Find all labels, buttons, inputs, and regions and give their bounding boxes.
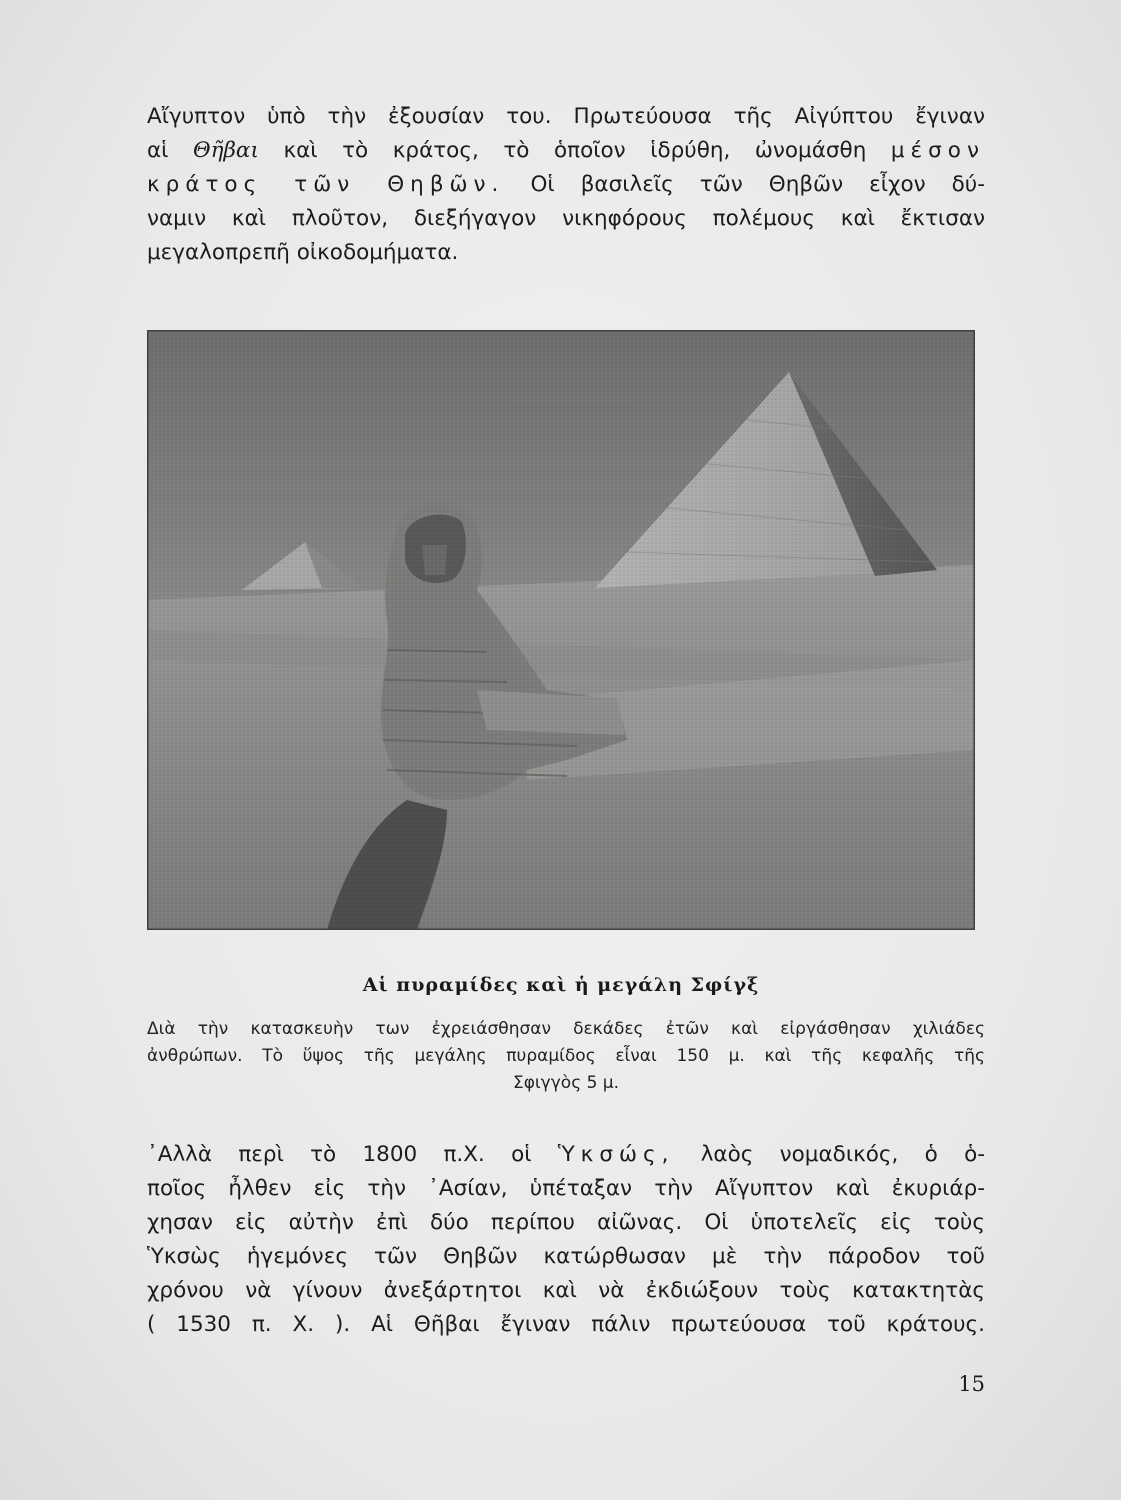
text-fragment: λαὸς νομαδικός, ὁ ὁ- bbox=[700, 1142, 985, 1167]
paragraph-hyksos-line-5: χρόνου νὰ γίνουν ἀνεξάρτητοι καὶ νὰ ἐκδιώξουν τοὺς κατακτητὰς bbox=[147, 1278, 985, 1303]
paragraph-intro-line-5: μεγαλοπρεπῆ οἰκοδομήματα. bbox=[147, 240, 459, 265]
page-number: 15 bbox=[958, 1372, 985, 1396]
paragraph-hyksos-line-3: χησαν εἰς αὐτὴν ἐπὶ δύο περίπου αἰῶνας. Οἱ ὑποτελεῖς εἰς τοὺς bbox=[147, 1210, 985, 1235]
photo-caption-line-3: Σφιγγὸς 5 μ. bbox=[512, 1073, 620, 1093]
photo-caption bbox=[147, 1016, 985, 1097]
spaced-term-hyksos: Ὑκσώς, bbox=[557, 1142, 675, 1167]
spaced-term: μέσον bbox=[890, 138, 985, 163]
spaced-term: κράτος τῶν Θηβῶν. bbox=[147, 172, 505, 197]
paragraph-hyksos bbox=[147, 1138, 985, 1342]
paragraph-intro bbox=[147, 100, 985, 270]
paragraph-hyksos-line-6: ( 1530 π. Χ. ). Αἱ Θῆβαι ἔγιναν πάλιν πρωτεύουσα τοῦ κράτους. bbox=[147, 1312, 985, 1337]
paragraph-intro-line-2 bbox=[147, 134, 985, 168]
paragraph-intro-line-4: ναμιν καὶ πλοῦτον, διεξήγαγον νικηφόρους πολέμους καὶ ἔκτισαν bbox=[147, 206, 985, 231]
text-fragment: ᾿Αλλὰ περὶ τὸ 1800 π.Χ. οἱ bbox=[147, 1142, 532, 1167]
paragraph-hyksos-line-1 bbox=[147, 1138, 985, 1172]
paragraph-hyksos-line-2: ποῖος ἦλθεν εἰς τὴν ᾿Ασίαν, ὑπέταξαν τὴν Αἴγυπτον καὶ ἐκυριάρ- bbox=[147, 1176, 985, 1201]
pyramids-sphinx-photo bbox=[147, 330, 975, 930]
paragraph-hyksos-line-4: Ὑκσὼς ἡγεμόνες τῶν Θηβῶν κατώρθωσαν μὲ τὴν πάροδον τοῦ bbox=[147, 1244, 985, 1269]
photo-caption-line-2: ἀνθρώπων. Τὸ ὕψος τῆς μεγάλης πυραμίδος εἶναι 150 μ. καὶ τῆς κεφαλῆς τῆς bbox=[147, 1046, 985, 1066]
text-fragment: αἱ bbox=[147, 138, 169, 163]
text-fragment: Οἱ βασιλεῖς τῶν Θηβῶν εἶχον δύ- bbox=[530, 172, 986, 197]
text-fragment: καὶ τὸ κράτος, τὸ ὁποῖον ἱδρύθη, ὠνομάσθη bbox=[283, 138, 867, 163]
paragraph-intro-line-1: Αἴγυπτον ὑπὸ τὴν ἐξουσίαν του. Πρωτεύουσα τῆς Αἰγύπτου ἔγιναν bbox=[147, 104, 985, 129]
photo-caption-line-1: Διὰ τὴν κατασκευὴν των ἐχρειάσθησαν δεκάδες ἐτῶν καὶ εἰργάσθησαν χιλιάδες bbox=[147, 1019, 985, 1039]
paragraph-intro-line-3 bbox=[147, 168, 985, 202]
photo-caption-title: Αἱ πυραμίδες καὶ ἡ μεγάλη Σφίγξ bbox=[362, 974, 760, 996]
italic-term-thebes: Θῆβαι bbox=[193, 138, 259, 163]
